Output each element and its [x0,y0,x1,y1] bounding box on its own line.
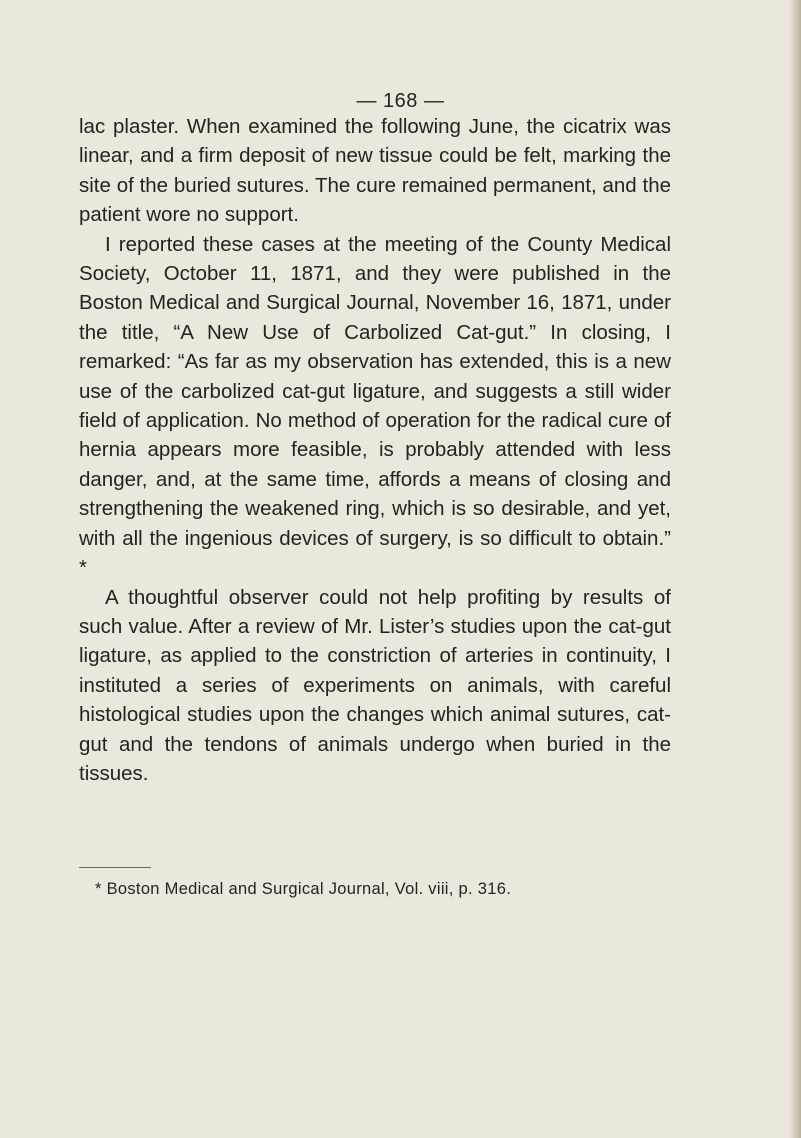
page-number: — 168 — [356,90,445,112]
paragraph-2: I reported these cases at the meeting of the County Medical Society, October 11, 1871, and they were published in the Boston Medical and Surgical Journal, November 16, 1871, under the title, “A New Use of Carbolized Cat-gut.” In closing, I remarked: “As far as my observation has extended, this is a new use of the carbolized cat-gut ligature, and suggests a still wider field of application. No method of operation for the radical cure of hernia appears more feasible, is probably attended with less danger, and, at the same time, affords a means of closing and strengthening the weakened ring, which is so desirable, and yet, with all the ingenious devices of surgery, is so difficult to obtain.” * [79,232,671,580]
page-edge-shadow [789,0,801,1138]
paragraph-3: A thoughtful observer could not help profiting by results of such value. After a review of Mr. Lister’s studies upon the cat-gut ligature, as applied to the constriction of arteries in continuity, I instituted a series of experiments on animals, with careful histological studies upon the changes which animal sutures, cat-gut and the tendons of animals undergo when buried in the tissues. [79,585,671,785]
footnote: * Boston Medical and Surgical Journal, Vol. viii, p. 316. [95,880,512,898]
paragraph-1: lac plaster. When examined the following June, the cicatrix was linear, and a firm deposit of new tissue could be felt, marking the site of the buried sutures. The cure remained permanent, and the patient wore no support. [79,115,671,227]
body-text [79,112,671,788]
footnote-rule [79,867,151,868]
